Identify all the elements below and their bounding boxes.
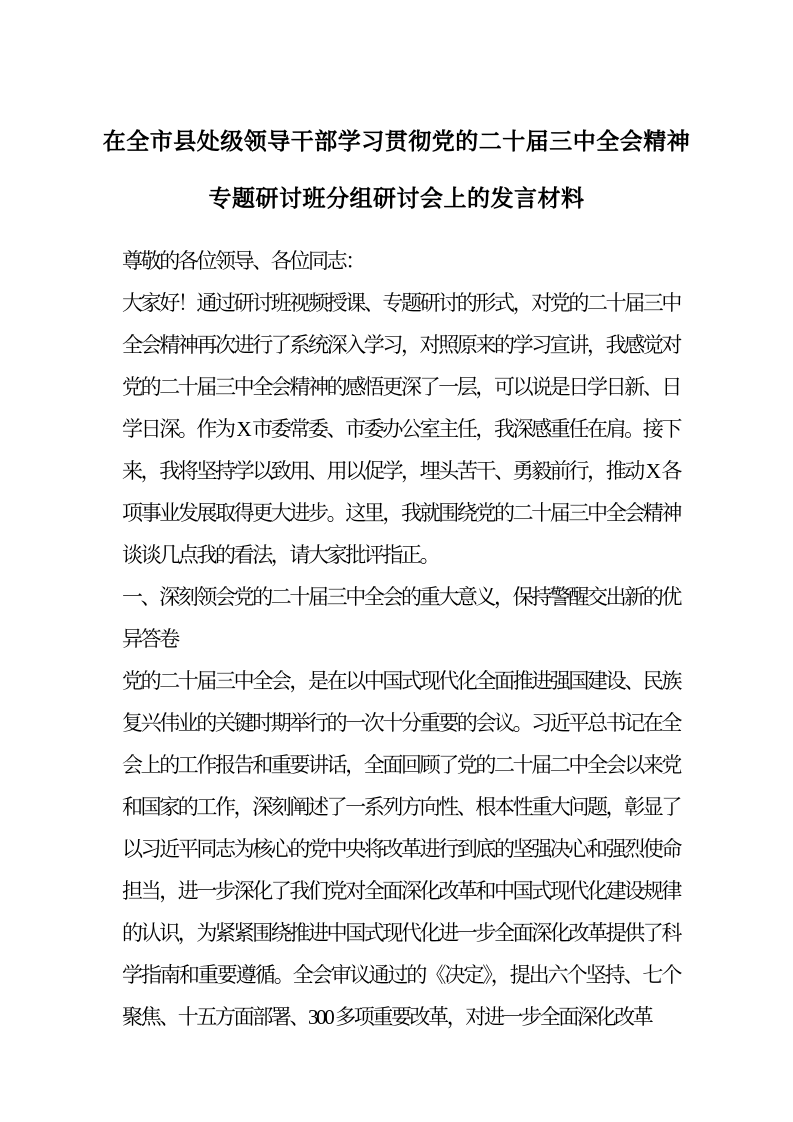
paragraph: 一、深刻领会党的二十届三中全会的重大意义，保持警醒交出新的优异答卷 [122,585,680,651]
paragraph: 尊敬的各位领导、各位同志： [122,249,364,273]
document-body [122,240,680,1038]
paragraph: 大家好！通过研讨班视频授课、专题研讨的形式，对党的二十届三中全会精神再次进行了系统深入学习，对照原来的学习宣讲，我感觉对党的二十届三中全会精神的感悟更深了一层，可以说是日学日新、日学日深。作为 X 市委常委、市委办公室主任，我深感重任在肩。接下来，我将坚持学以致用、用以促学，埋头苦干、勇毅前行，推动 X 各项事业发展取得更大进步。这里，我就围绕党的二十届三中全会精神谈谈几点我的看法，请大家批评指正。 [122,291,680,567]
paragraph: 党的二十届三中全会，是在以中国式现代化全面推进强国建设、民族复兴伟业的关键时期举行的一次十分重要的会议。习近平总书记在全会上的工作报告和重要讲话，全面回顾了党的二十届二中全会以来党和国家的工作，深刻阐述了一系列方向性、根本性重大问题，彰显了以习近平同志为核心的党中央将改革进行到底的坚强决心和强烈使命担当，进一步深化了我们党对全面深化改革和中国式现代化建设规律的认识，为紧紧围绕推进中国式现代化进一步全面深化改革提供了科学指南和重要遵循。全会审议通过的《决定》，提出六个坚持、七个聚焦、十五方面部署、300 多项重要改革，对进一步全面深化改革 [122,669,680,1029]
document-title [0,113,793,227]
title-line-1: 在全市县处级领导干部学习贯彻党的二十届三中全会精神 [102,129,691,154]
title-line-2: 专题研讨班分组研讨会上的发言材料 [208,186,585,211]
